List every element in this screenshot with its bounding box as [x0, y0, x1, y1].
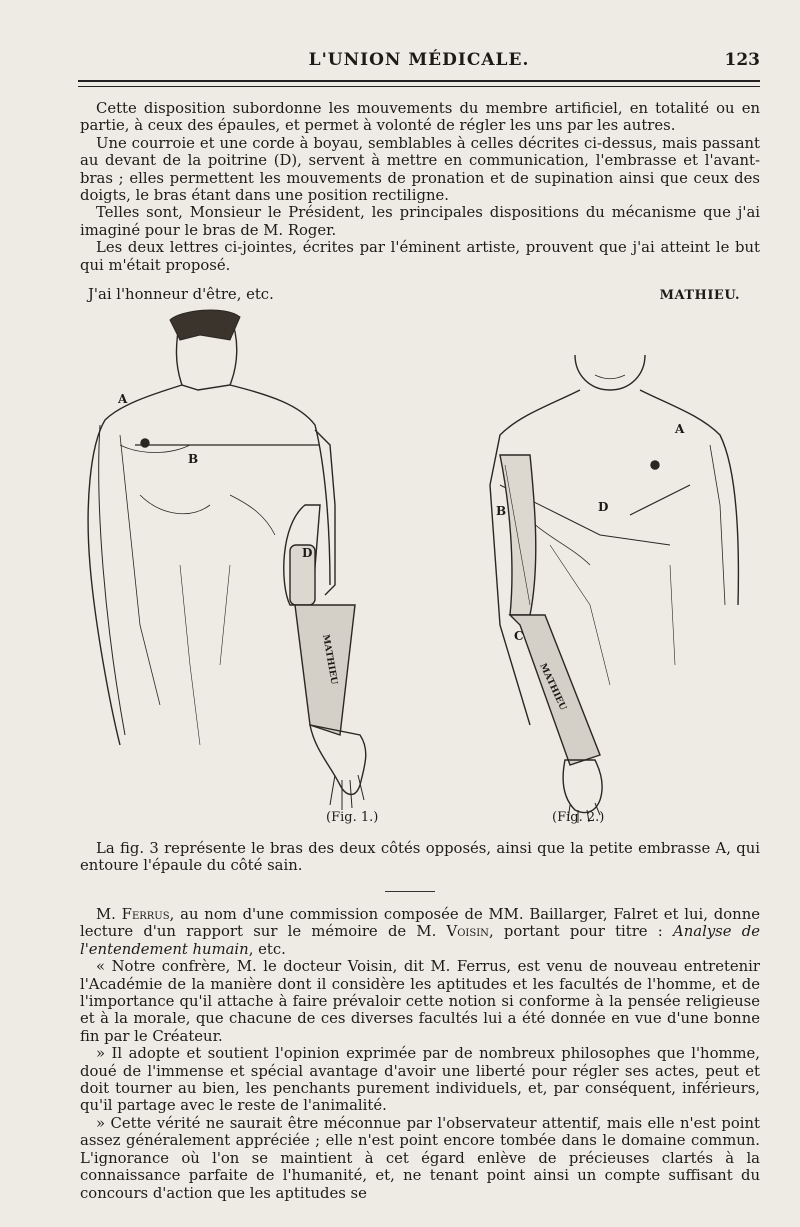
figure-2-caption: (Fig. 2.)	[552, 810, 605, 825]
arm-engraving: MATHIEU	[537, 662, 568, 713]
paragraph: Telles sont, Monsieur le Président, les principales dispositions du mécanisme que j'ai imaginé pour le bras de M. Roger.	[80, 204, 760, 239]
closing-text: J'ai l'honneur d'être, etc.	[88, 286, 274, 303]
figure-label-c: C	[514, 629, 524, 643]
paragraph: La fig. 3 représente le bras des deux côtés opposés, ainsi que la petite embrasse A, qui entoure l'épaule du côté sain.	[80, 840, 760, 875]
author-name: Voisin	[446, 923, 489, 941]
report-text	[80, 906, 760, 1202]
text-run: , au nom d'une commission composée de MM. Baillarger, Falret et lui, donne lecture d'un rapport sur le mémoire de M.	[80, 906, 760, 941]
journal-title: L'UNION MÉDICALE.	[308, 50, 530, 70]
figure-1-caption: (Fig. 1.)	[326, 810, 379, 825]
signature: MATHIEU.	[659, 288, 740, 303]
intro-text	[80, 100, 760, 274]
closing-line	[80, 286, 760, 303]
paragraph: Les deux lettres ci-jointes, écrites par l'éminent artiste, prouvent que j'ai atteint le but qui m'était proposé.	[80, 239, 760, 274]
header-rule-thin	[78, 86, 760, 87]
figure-label-a: A	[118, 392, 128, 406]
work-title: Analyse de l'entendement humain	[80, 923, 761, 958]
speaker-name: M. Ferrus	[96, 906, 170, 923]
paragraph: » Il adopte et soutient l'opinion exprimée par de nombreux philosophes que l'homme, doué de l'immense et spécial avantage d'avoir une liberté pour régler ses actes, peut et doit tourner au bien, les penchants purement individuels, et, par conséquent, inférieurs, qu'il partage avec le reste de l'animalité.	[80, 1045, 760, 1115]
figure-label-a: A	[675, 422, 685, 436]
figure-label-d: D	[598, 500, 609, 514]
figure-2-front-view	[470, 305, 760, 825]
figure-label-b: B	[496, 504, 507, 518]
text-run: , portant pour titre :	[488, 923, 674, 941]
paragraph: « Notre confrère, M. le docteur Voisin, dit M. Ferrus, est venu de nouveau entretenir l'Académie de la manière dont il considère les aptitudes et les facultés de l'homme, et de l'importance qu'il attache à faire prévaloir cette notion si conforme à la pensée religieuse et à la morale, que chacune de ces diverses facultés lui a été donnée en vue d'une bonne fin par le Créateur.	[80, 958, 760, 1045]
figure-2-drawing	[470, 305, 760, 825]
paragraph: Une courroie et une corde à boyau, semblables à celles décrites ci-dessus, mais passant au devant de la poitrine (D), servent à mettre en communication, l'embrasse et l'avant-bras ; elles permettent les mouvements de pronation et de supination ainsi que ceux des doigts, le bras étant dans une position rectiligne.	[80, 134, 760, 205]
header-rule	[78, 80, 760, 82]
page-number: 123	[724, 50, 760, 70]
paragraph	[80, 906, 760, 958]
section-separator	[385, 891, 435, 892]
paragraph: » Cette vérité ne saurait être méconnue par l'observateur attentif, mais elle n'est point assez généralement appréciée ; elle n'est point encore tombée dans le domaine commun. L'ignorance où l'on se maintient à cet égard enlève de précieuses clartés à la connaissance parfaite de l'humanité, et, ne tenant point ainsi un compte suffisant du concours d'action que les aptitudes se	[80, 1114, 760, 1202]
figure-1-drawing	[80, 305, 400, 825]
running-header	[78, 50, 760, 74]
figure-label-b: B	[188, 452, 199, 466]
arm-engraving: MATHIEU	[320, 633, 339, 686]
paragraph: Cette disposition subordonne les mouvements du membre artificiel, en totalité ou en partie, à ceux des épaules, et permet à volonté de régler les uns par les autres.	[80, 100, 760, 135]
figure-1-back-view	[80, 305, 400, 825]
figure-description	[80, 840, 760, 875]
text-run: , etc.	[248, 940, 286, 958]
figure-label-d: D	[302, 546, 313, 560]
